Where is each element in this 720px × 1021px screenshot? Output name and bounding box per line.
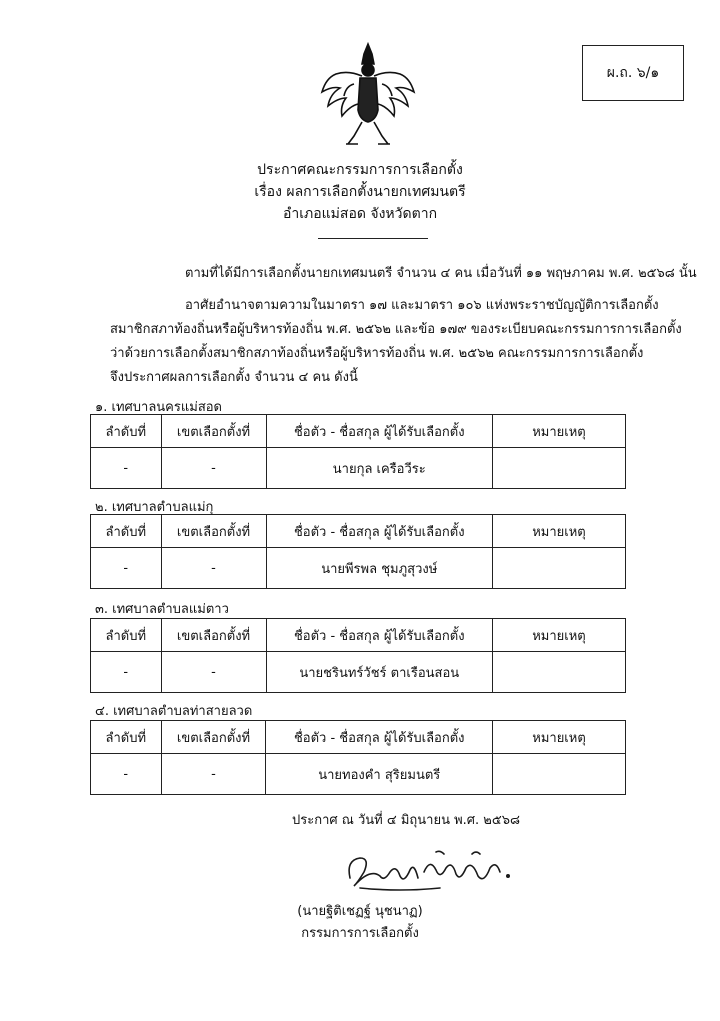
cell-district: - [161,548,266,589]
cell-remark [492,448,625,489]
header-seq: ลำดับที่ [91,619,162,652]
table-row [91,652,626,693]
header-name: ชื่อตัว - ชื่อสกุล ผู้ได้รับเลือกตั้ง [266,515,492,548]
header-name: ชื่อตัว - ชื่อสกุล ผู้ได้รับเลือกตั้ง [266,619,492,652]
header-seq: ลำดับที่ [91,415,162,448]
cell-district: - [161,652,266,693]
section-3-title: ๓. เทศบาลตำบลแม่ตาว [95,602,229,617]
section-4-title: ๔. เทศบาลตำบลท่าสายลวด [95,704,253,719]
intro-line: ตามที่ได้มีการเลือกตั้งนายกเทศมนตรี จำนวน ๔ คน เมื่อวันที่ ๑๑ พฤษภาคม พ.ศ. ๒๕๖๘ นั้น [185,266,697,281]
table-row [91,754,626,795]
cell-seq: - [91,652,162,693]
body-line-1: อาศัยอำนาจตามความในมาตรา ๑๗ และมาตรา ๑๐๖ แห่งพระราชบัญญัติการเลือกตั้ง [185,298,659,313]
cell-remark [492,652,625,693]
signature-name: (นายฐิติเชฏฐ์ นุชนาฏ) [297,904,423,919]
table-header-row [91,721,626,754]
cell-name: นายพีรพล ชุมภูสุวงษ์ [266,548,492,589]
body-line-4: จึงประกาศผลการเลือกตั้ง จำนวน ๔ คน ดังนี้ [110,370,358,385]
section-4-table [90,720,626,795]
cell-seq: - [91,548,162,589]
cell-name: นายกุล เครือวีระ [266,448,492,489]
cell-district: - [161,448,266,489]
header-remark: หมายเหตุ [492,619,625,652]
table-row [91,548,626,589]
header-remark: หมายเหตุ [493,721,626,754]
cell-name: นายทองคำ สุริยมนตรี [266,754,493,795]
section-2-title: ๒. เทศบาลตำบลแม่กุ [95,500,214,515]
section-2-table [90,514,626,589]
header-remark: หมายเหตุ [492,415,625,448]
section-1-title: ๑. เทศบาลนครแม่สอด [95,400,222,415]
header-district: เขตเลือกตั้งที่ [161,515,266,548]
header-name: ชื่อตัว - ชื่อสกุล ผู้ได้รับเลือกตั้ง [266,415,492,448]
header-seq: ลำดับที่ [91,515,162,548]
cell-remark [492,548,625,589]
cell-name: นายชรินทร์วัชร์ ตาเรือนสอน [266,652,492,693]
garuda-emblem-icon [318,40,418,150]
cell-seq: - [91,754,162,795]
header-name: ชื่อตัว - ชื่อสกุล ผู้ได้รับเลือกตั้ง [266,721,493,754]
heading-line-1: ประกาศคณะกรรมการการเลือกตั้ง [257,162,463,178]
section-1-table [90,414,626,489]
table-row [91,448,626,489]
cell-remark [493,754,626,795]
table-header-row [91,515,626,548]
header-district: เขตเลือกตั้งที่ [161,415,266,448]
section-3-table [90,618,626,693]
body-line-2: สมาชิกสภาท้องถิ่นหรือผู้บริหารท้องถิ่น พ.ศ. ๒๕๖๒ และข้อ ๑๗๙ ของระเบียบคณะกรรมการการเลือกตั้ง [110,322,682,337]
cell-seq: - [91,448,162,489]
header-remark: หมายเหตุ [492,515,625,548]
handwritten-signature [340,848,520,896]
heading-line-2: เรื่อง ผลการเลือกตั้งนายกเทศมนตรี [254,184,466,200]
table-header-row [91,619,626,652]
form-code-box [582,45,684,101]
heading-line-3: อำเภอแม่สอด จังหวัดตาก [282,206,438,222]
cell-district: - [161,754,266,795]
table-header-row [91,415,626,448]
form-code: ผ.ถ. ๖/๑ [606,65,660,81]
header-seq: ลำดับที่ [91,721,162,754]
body-line-3: ว่าด้วยการเลือกตั้งสมาชิกสภาท้องถิ่นหรือผู้บริหารท้องถิ่น พ.ศ. ๒๕๖๒ คณะกรรมการการเลือกตั้ง [110,346,644,361]
signer-position: กรรมการการเลือกตั้ง [301,926,419,941]
header-district: เขตเลือกตั้งที่ [161,619,266,652]
heading-divider [318,238,428,239]
header-district: เขตเลือกตั้งที่ [161,721,266,754]
announce-date: ประกาศ ณ วันที่ ๔ มิถุนายน พ.ศ. ๒๕๖๘ [292,813,520,828]
